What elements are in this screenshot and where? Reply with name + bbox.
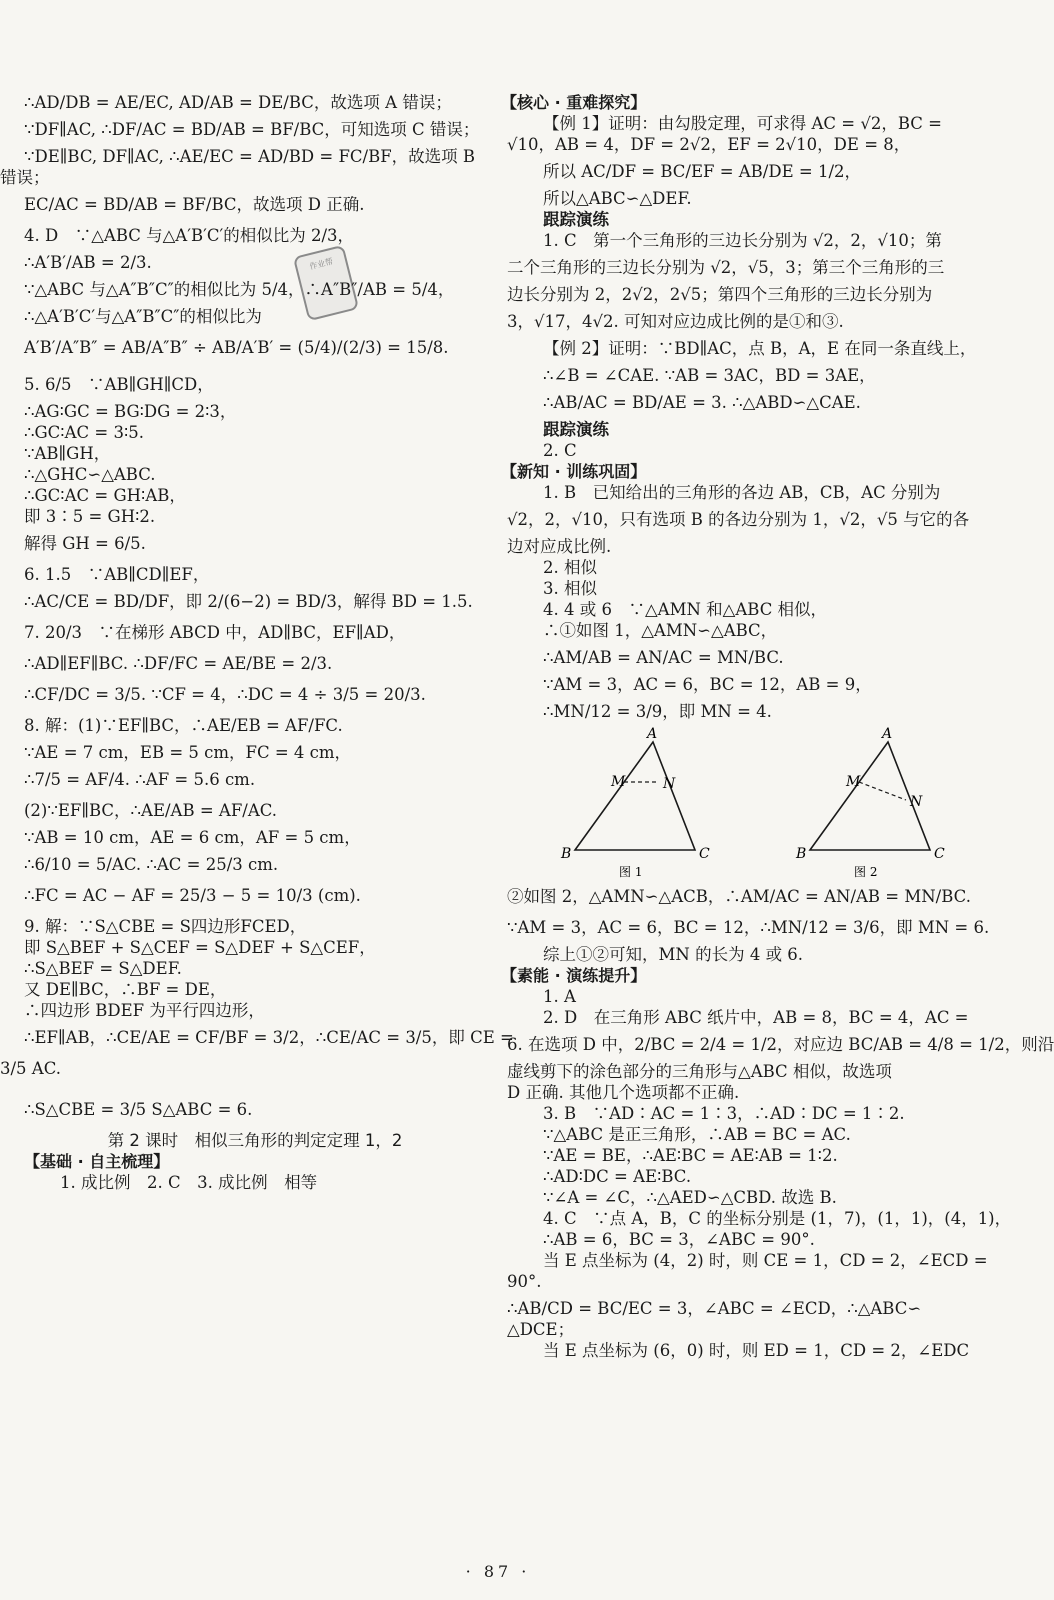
text-line: ∵AB∥GH， <box>24 444 111 463</box>
text-line: 当 E 点坐标为 (4，2) 时，则 CE = 1，CD = 2，∠ECD = <box>543 1251 988 1270</box>
text-line: 3/5 AC. <box>0 1059 61 1078</box>
text-line: 所以△ABC∽△DEF. <box>543 189 692 208</box>
text-line: 即 S△BEF + S△CEF = S△DEF + S△CEF， <box>24 938 376 957</box>
text-line: 4. C ∵点 A，B，C 的坐标分别是 (1，7)，(1，1)，(4，1)， <box>543 1209 1012 1228</box>
figure-2 <box>770 726 950 880</box>
text-line: ∴AD/DB = AE/EC, AD/AB = DE/BC，故选项 A 错误； <box>24 93 452 112</box>
text-line: 4. 4 或 6 ∵△AMN 和△ABC 相似， <box>543 600 828 619</box>
text-line: 错误； <box>0 168 50 187</box>
text-line: ∵△ABC 与△A″B″C″的相似比为 5/4，∴A″B″/AB = 5/4， <box>24 280 455 299</box>
text-line: ∴EF∥AB，∴CE/AE = CF/BF = 3/2，∴CE/AC = 3/5，即 CE = <box>24 1028 514 1047</box>
text-line: ∵AM = 3，AC = 6，BC = 12，∴MN/12 = 3/6，即 MN = 6. <box>507 918 990 937</box>
text-line: 1. A <box>543 987 576 1006</box>
text-line: ∴△GHC∽△ABC. <box>24 465 156 484</box>
answer-4: 4. D ∵△ABC 与△A′B′C′的相似比为 2/3， <box>24 226 355 245</box>
text-line: ∴S△CBE = 3/5 S△ABC = 6. <box>24 1100 253 1119</box>
text-line: 虚线剪下的涂色部分的三角形与△ABC 相似，故选项 <box>507 1062 892 1081</box>
text-line: ∵DE∥BC, DF∥AC, ∴AE/EC = AD/BD = FC/BF，故选项 B <box>24 147 476 166</box>
text-line: ∴∠B = ∠CAE. ∵AB = 3AC，BD = 3AE， <box>543 366 876 385</box>
page-number: · 87 · <box>465 1562 531 1581</box>
text-line: EC/AC = BD/AB = BF/BC，故选项 D 正确. <box>24 195 365 214</box>
text-line: 二个三角形的三边长分别为 √2，√5，3；第三个三角形的三 <box>507 258 945 277</box>
label-A: A <box>881 726 892 742</box>
example-2: 【例 2】证明：∵BD∥AC，点 B，A，E 在同一条直线上， <box>543 339 977 358</box>
text-line: 2. 相似 <box>543 558 597 577</box>
answer-9: 9. 解：∵S△CBE = S四边形FCED， <box>24 917 307 936</box>
caption-fig1: 图 1 <box>618 865 642 879</box>
text-line: ∴GC∶AC = GH∶AB， <box>24 486 186 505</box>
text-line: ∴AB/CD = BC/EC = 3，∠ABC = ∠ECD，∴△ABC∽ <box>507 1299 922 1318</box>
subheading: 跟踪演练 <box>543 210 609 229</box>
right-column <box>501 92 1054 1361</box>
label-N: N <box>662 776 675 792</box>
label-C: C <box>933 846 945 862</box>
text-line: ∴GC∶AC = 3∶5. <box>24 423 144 442</box>
text-line: 2. D 在三角形 ABC 纸片中，AB = 8，BC = 4，AC = <box>543 1008 969 1027</box>
text-line: ∵△ABC 是正三角形，∴AB = BC = AC. <box>543 1125 851 1144</box>
section-heading: 【基础 · 自主梳理】 <box>24 1152 170 1171</box>
left-column <box>0 92 514 1193</box>
section-heading: 【核心 · 重难探究】 <box>501 93 647 112</box>
text-line: 1. B 已知给出的三角形的各边 AB，CB，AC 分别为 <box>543 483 941 502</box>
section-heading: 【素能 · 演练提升】 <box>501 966 647 985</box>
text-line: 6. 在选项 D 中，2/BC = 2/4 = 1/2，对应边 BC/AB = 4/8 = 1/2，则沿 <box>507 1035 1054 1054</box>
text-line: ∴A′B′/AB = 2/3. <box>24 253 152 272</box>
text-line: 又 DE∥BC，∴BF = DE， <box>24 980 227 999</box>
text-line: 3. 相似 <box>543 579 597 598</box>
text-line: ∵AE = BE，∴AE∶BC = AE∶AB = 1∶2. <box>543 1146 838 1165</box>
text-line: 1. 成比例 2. C 3. 成比例 相等 <box>60 1173 318 1192</box>
text-line: ∵AM = 3，AC = 6，BC = 12，AB = 9， <box>543 675 872 694</box>
text-line: A′B′/A″B″ = AB/A″B″ ÷ AB/A′B′ = (5/4)/(2/3) = 15/8. <box>24 338 449 357</box>
text-line: ∵AB = 10 cm，AE = 6 cm，AF = 5 cm， <box>24 828 361 847</box>
text-line: ∴△A′B′C′与△A″B″C″的相似比为 <box>24 307 262 326</box>
text-line: ∴AG∶GC = BG∶DG = 2∶3， <box>24 402 237 421</box>
label-B: B <box>560 846 571 862</box>
text-line: ∴AD∶DC = AE∶BC. <box>543 1167 692 1186</box>
text-line: D 正确. 其他几个选项都不正确. <box>507 1083 740 1102</box>
label-B: B <box>795 846 806 862</box>
text-line: ②如图 2，△AMN∽△ACB，∴AM/AC = AN/AB = MN/BC. <box>507 887 971 906</box>
text-line: △DCE； <box>507 1320 575 1339</box>
text-line: ∴AC/CE = BD/DF，即 2/(6−2) = BD/3，解得 BD = 1.5. <box>24 592 473 611</box>
text-line: 90°. <box>507 1272 542 1291</box>
answer-6: 6. 1.5 ∵AB∥CD∥EF， <box>24 565 210 584</box>
answer-5: 5. 6/5 ∵AB∥GH∥CD， <box>24 375 214 394</box>
label-N: N <box>909 794 922 810</box>
text-line: 3，√17，4√2. 可知对应边成比例的是①和③. <box>507 312 844 331</box>
text-line: ∴CF/DC = 3/5. ∵CF = 4，∴DC = 4 ÷ 3/5 = 20/3. <box>24 685 426 704</box>
subheading: 跟踪演练 <box>543 420 609 439</box>
text-line: ∴AM/AB = AN/AC = MN/BC. <box>543 648 784 667</box>
text-line: ∴6/10 = 5/AC. ∴AC = 25/3 cm. <box>24 855 279 874</box>
text-line: √10，AB = 4，DF = 2√2，EF = 2√10，DE = 8， <box>507 135 911 154</box>
text-line: 解得 GH = 6/5. <box>24 534 146 553</box>
text-line: 边对应成比例. <box>507 537 612 556</box>
text-line: ∵AE = 7 cm，EB = 5 cm，FC = 4 cm， <box>24 743 352 762</box>
text-line: 综上①②可知，MN 的长为 4 或 6. <box>543 945 804 964</box>
label-C: C <box>698 846 710 862</box>
triangle-figures <box>507 726 977 880</box>
text-line: 2. C <box>543 441 577 460</box>
text-line: ∴四边形 BDEF 为平行四边形， <box>24 1001 265 1020</box>
text-line: 当 E 点坐标为 (6，0) 时，则 ED = 1，CD = 2，∠EDC <box>543 1341 970 1360</box>
text-line: ∴AB = 6，BC = 3，∠ABC = 90°. <box>543 1230 815 1249</box>
text-line: ∴MN/12 = 3/9，即 MN = 4. <box>543 702 772 721</box>
example-1: 【例 1】证明：由勾股定理，可求得 AC = √2，BC = <box>543 114 942 133</box>
label-A: A <box>646 726 657 742</box>
text-line: ∴FC = AC − AF = 25/3 − 5 = 10/3 (cm). <box>24 886 361 905</box>
caption-fig2: 图 2 <box>853 865 877 879</box>
lesson-title: 第 2 课时 相似三角形的判定定理 1，2 <box>107 1131 403 1150</box>
text-line: ∵∠A = ∠C，∴△AED∽△CBD. 故选 B. <box>543 1188 837 1207</box>
label-M: M <box>845 774 860 790</box>
text-line: 边长分别为 2，2√2，2√5；第四个三角形的三边长分别为 <box>507 285 933 304</box>
answer-7: 7. 20/3 ∵在梯形 ABCD 中，AD∥BC，EF∥AD， <box>24 623 406 642</box>
text-line: 3. B ∵AD∶AC = 1∶3，∴AD∶DC = 1∶2. <box>543 1104 905 1123</box>
text-line: 所以 AC/DF = BC/EF = AB/DE = 1/2， <box>543 162 862 181</box>
text-line: (2)∵EF∥BC，∴AE/AB = AF/AC. <box>24 801 278 820</box>
text-line: 1. C 第一个三角形的三边长分别为 √2，2，√10；第 <box>543 231 942 250</box>
text-line: √2，2，√10，只有选项 B 的各边分别为 1，√2，√5 与它的各 <box>507 510 970 529</box>
text-line: ∴7/5 = AF/4. ∴AF = 5.6 cm. <box>24 770 256 789</box>
answer-8: 8. 解：(1)∵EF∥BC，∴AE/EB = AF/FC. <box>24 716 343 735</box>
label-M: M <box>610 774 625 790</box>
text-line: ∴S△BEF = S△DEF. <box>24 959 182 978</box>
text-line: ∴AB/AC = BD/AE = 3. ∴△ABD∽△CAE. <box>543 393 861 412</box>
figure-1 <box>535 726 715 880</box>
section-heading: 【新知 · 训练巩固】 <box>501 462 647 481</box>
text-line: ∴AD∥EF∥BC. ∴DF/FC = AE/BE = 2/3. <box>24 654 333 673</box>
text-line: ∴①如图 1，△AMN∽△ABC， <box>543 621 778 640</box>
stamp-watermark: 作业帮 <box>293 245 359 322</box>
text-line: ∵DF∥AC, ∴DF/AC = BD/AB = BF/BC，可知选项 C 错误； <box>24 120 480 139</box>
text-line: 即 3∶5 = GH∶2. <box>24 507 156 526</box>
